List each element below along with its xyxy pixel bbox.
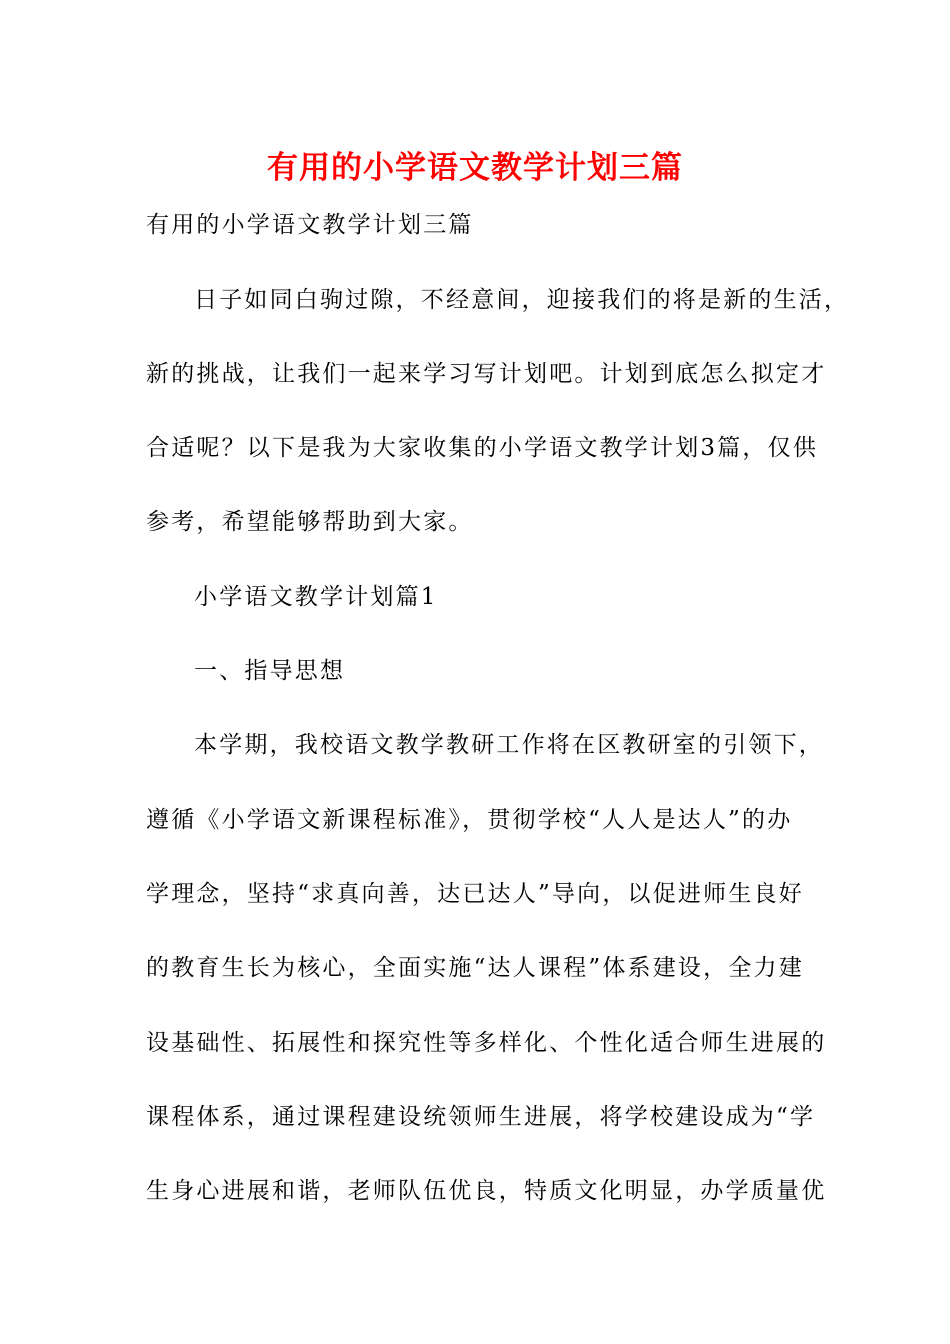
paragraph-line: 本学期，我校语文教学教研工作将在区教研室的引领下， — [194, 732, 824, 758]
subtitle-line: 有用的小学语文教学计划三篇 — [146, 212, 474, 238]
paragraph-line: 新的挑战，让我们一起来学习写计划吧。计划到底怎么拟定才 — [146, 361, 827, 387]
paragraph-line: 课程体系，通过课程建设统领师生进展，将学校建设成为“学 — [146, 1104, 816, 1130]
paragraph-line: 遵循《小学语文新课程标准》，贯彻学校“人人是达人”的办 — [146, 807, 793, 833]
subsection-heading: 一、指导思想 — [194, 658, 346, 684]
paragraph-line: 合适呢？以下是我为大家收集的小学语文教学计划3篇，仅供 — [146, 435, 819, 461]
paragraph-line: 设基础性、拓展性和探究性等多样化、个性化适合师生进展的 — [146, 1030, 827, 1056]
paragraph-line: 的教育生长为核心，全面实施“达人课程”体系建设，全力建 — [146, 955, 804, 981]
paragraph-line: 学理念，坚持“求真向善，达已达人”导向，以促进师生良好 — [146, 881, 804, 907]
paragraph-line: 日子如同白驹过隙，不经意间，迎接我们的将是新的生活， — [194, 287, 850, 313]
section-heading: 小学语文教学计划篇1 — [194, 584, 438, 610]
paragraph-line: 生身心进展和谐，老师队伍优良，特质文化明显，办学质量优 — [146, 1178, 827, 1204]
document-title: 有用的小学语文教学计划三篇 — [267, 150, 683, 186]
paragraph-line: 参考，希望能够帮助到大家。 — [146, 509, 474, 535]
